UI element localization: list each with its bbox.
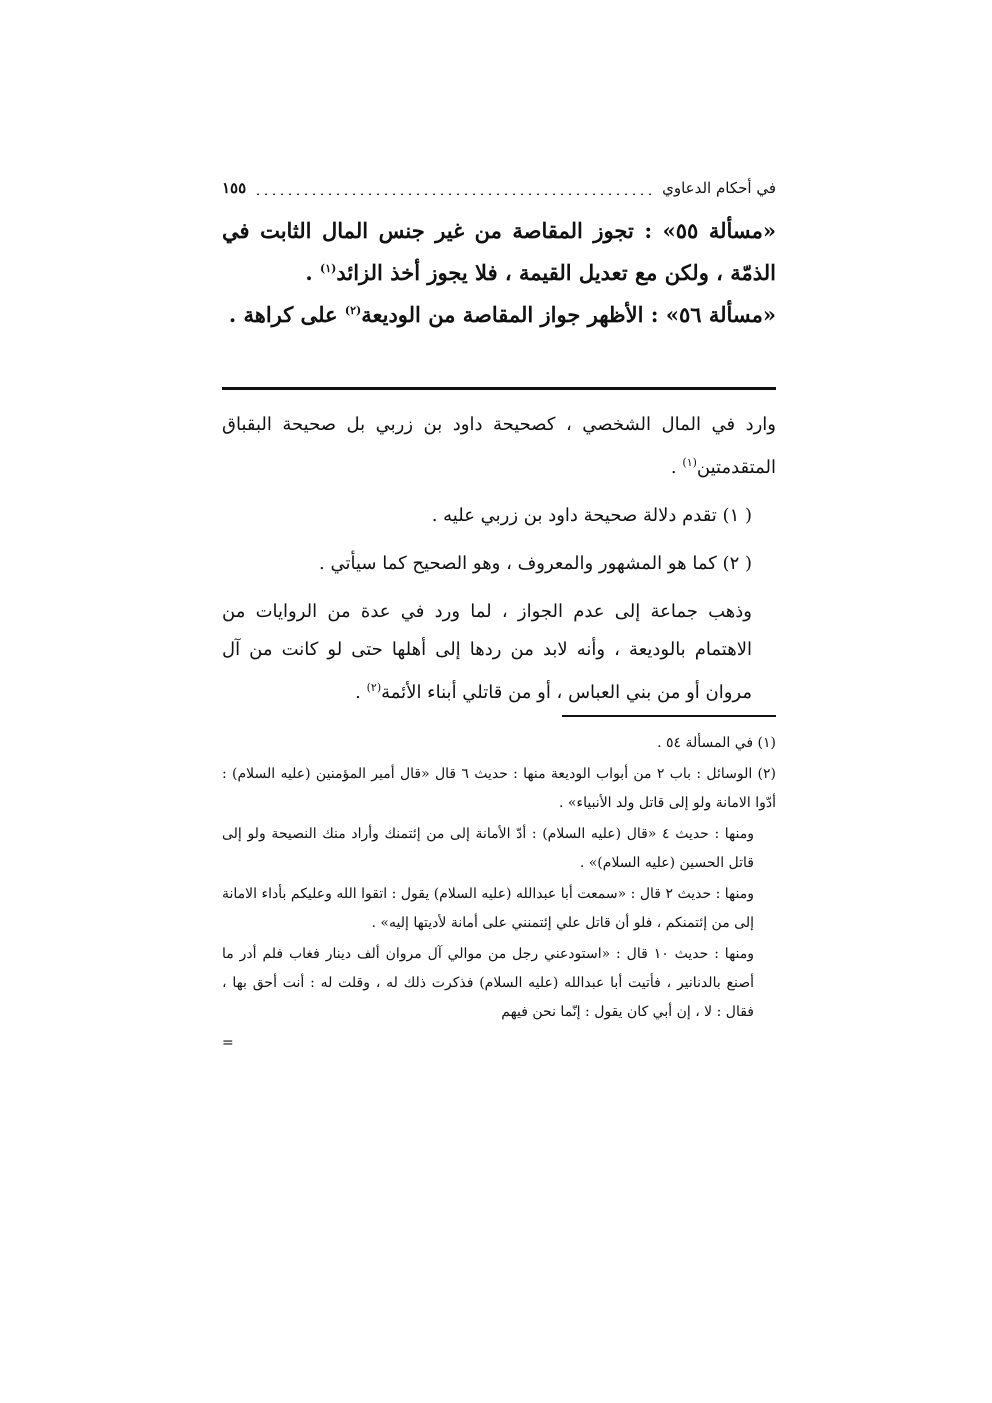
continuation-mark: =	[222, 1035, 234, 1051]
issue-56-text: «مسألة ٥٦» : الأظهر جواز المقاصة من الوديعة	[361, 302, 776, 327]
page-number: ١٥٥	[222, 179, 247, 197]
inline-note-2: ( ٢) كما هو المشهور والمعروف ، وهو الصحيح كما سيأتي .	[319, 553, 752, 574]
footnote-2-hadith-4: ومنها : حديث ٤ «قال (عليه السلام) : أدّ الأمانة إلى من إئتمنك وأراد منك النصيحة ولو إلى قاتل الحسين (عليه السلام)» .	[222, 826, 754, 871]
running-title: في أحكام الدعاوي	[662, 179, 776, 197]
commentary-para-1-end: .	[670, 457, 677, 478]
inline-note-1: ( ١) تقدم دلالة صحيحة داود بن زربي عليه .	[431, 505, 752, 526]
footnote-1: (١) في المسألة ٥٤ .	[657, 735, 776, 751]
running-header	[222, 176, 776, 200]
issue-56-end: على كراهة .	[228, 302, 338, 327]
main-text	[222, 212, 776, 334]
commentary-para-2	[222, 593, 776, 712]
commentary	[222, 406, 776, 712]
issue-56	[222, 292, 776, 334]
commentary-para-1-text: وارد في المال الشخصي ، كصحيحة داود بن زربي بل صحيحة البقباق المتقدمتين	[222, 414, 777, 478]
issue-55-end: .	[305, 260, 313, 285]
footnote-2: (٢) الوسائل : باب ٢ من أبواب الوديعة منها : حديث ٦ قال «قال أمير المؤمنين (عليه السلام) : أدّوا الامانة ولو إلى قاتل ولد الأنبياء» .	[222, 766, 776, 811]
footnote-ref: (٢)	[344, 304, 362, 317]
commentary-para-2-end: .	[355, 682, 361, 703]
footnotes	[222, 729, 776, 1060]
footnote-ref: (٢)	[366, 681, 382, 694]
footnote-ref: (١)	[682, 456, 697, 469]
commentary-para-1	[222, 406, 776, 487]
section-divider	[222, 387, 776, 390]
footnote-2-hadith-2: ومنها : حديث ٢ قال : «سمعت أبا عبدالله (عليه السلام) يقول : اتقوا الله وعليكم بأداء الامانة إلى من إئتمنكم ، فلو أن قاتل علي إئتمنني على أمانة لأديتها إليه» .	[222, 886, 754, 931]
footnote-2-hadith-10: ومنها : حديث ١٠ قال : «استودعني رجل من موالي آل مروان ألف دينار فغاب فلم أدر ما أصنع بالدنانير ، فأتيت أبا عبدالله (عليه السلام) فذكرت ذلك له ، وقلت له : أنت أحق بها ، فقال : لا ، إن أبي كان يقول : إنّما نحن فيهم	[222, 946, 755, 1020]
issue-55-text: «مسألة ٥٥» : تجوز المقاصة من غير جنس المال الثابت في الذمّة ، ولكن مع تعديل القيمة ، فلا يجوز أخذ الزائد	[222, 218, 776, 285]
issue-55	[222, 212, 776, 292]
footnote-ref: (١)	[320, 262, 337, 275]
leader-dots	[254, 193, 654, 195]
commentary-para-2-text: وذهب جماعة إلى عدم الجواز ، لما ورد في عدة من الروايات من الاهتمام بالوديعة ، وأنه لابد من ردها إلى أهلها حتى لو كانت من آل مروان أو من بني العباس ، أو من قاتلي أبناء الأئمة	[222, 601, 752, 703]
footnote-separator	[562, 715, 776, 717]
